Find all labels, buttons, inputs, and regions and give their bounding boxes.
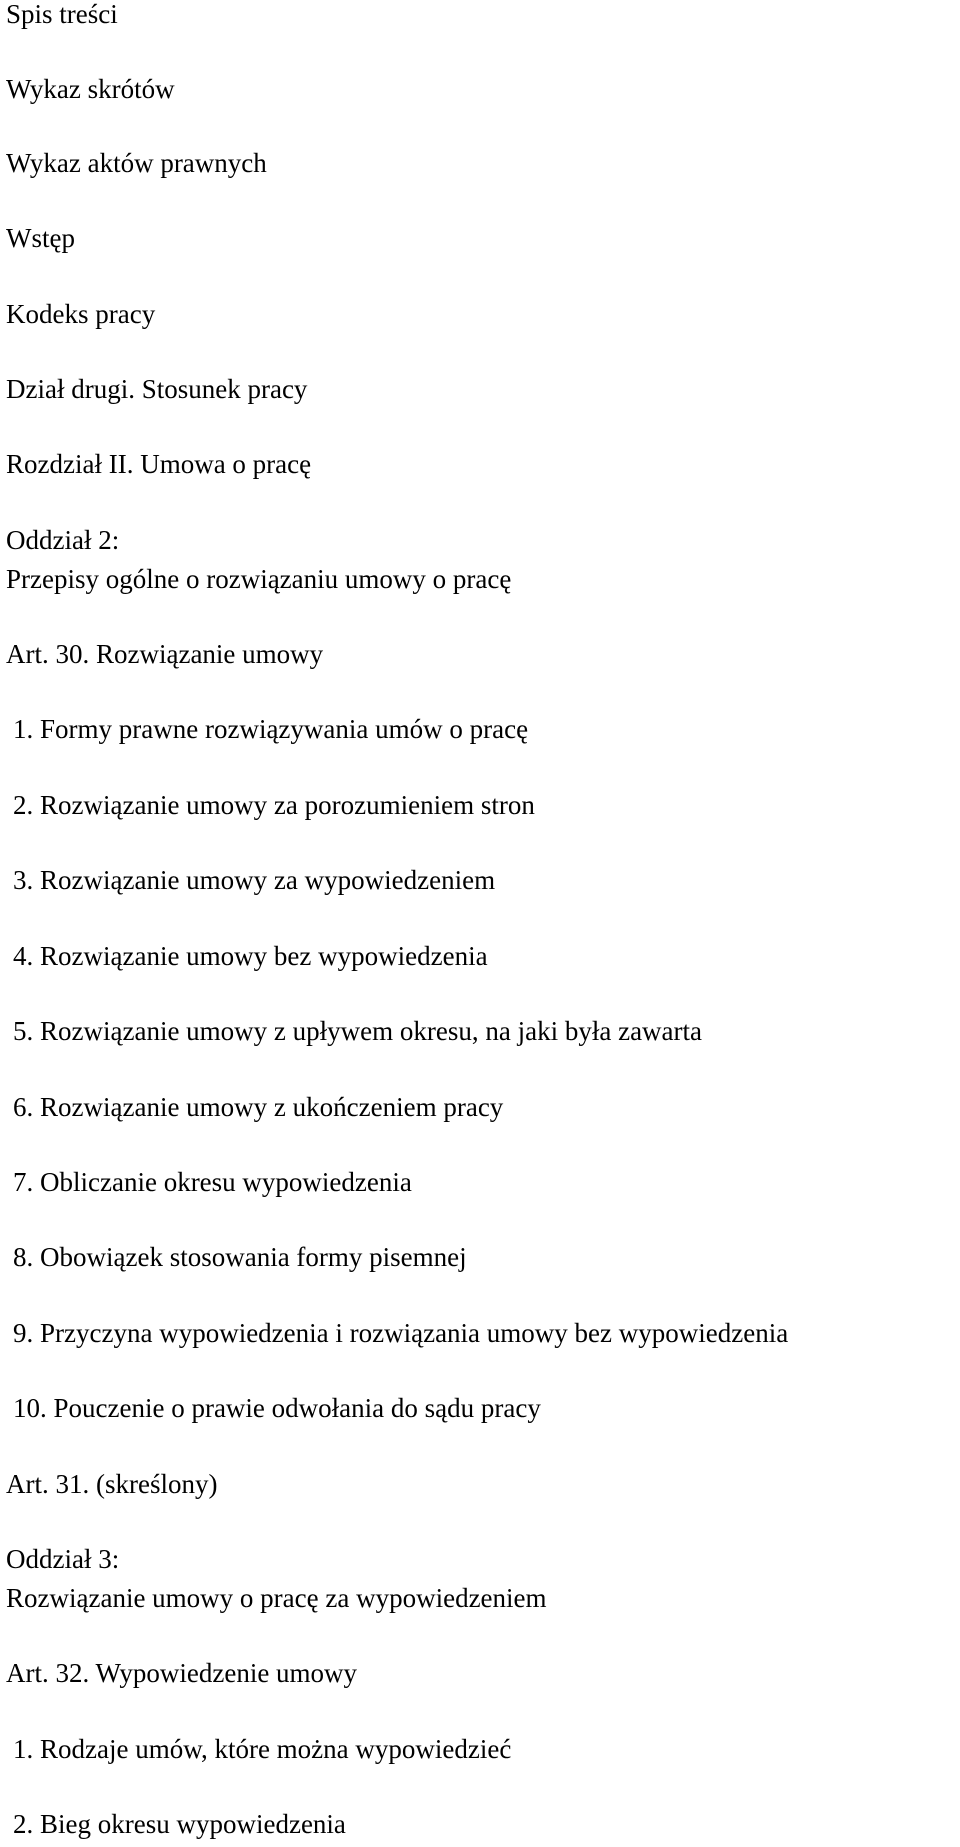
toc-item-division-2-title[interactable]: Przepisy ogólne o rozwiązaniu umowy o pracę <box>6 564 512 594</box>
toc-item-division-3-label[interactable]: Oddział 3: <box>6 1544 120 1574</box>
toc-subitem-art30-7[interactable]: 7. Obliczanie okresu wypowiedzenia <box>13 1167 412 1197</box>
toc-subitem-art30-10[interactable]: 10. Pouczenie o prawie odwołania do sądu pracy <box>13 1393 541 1423</box>
toc-item-chapter-two[interactable]: Rozdział II. Umowa o pracę <box>6 449 312 479</box>
toc-subitem-art30-8[interactable]: 8. Obowiązek stosowania formy pisemnej <box>13 1242 467 1272</box>
toc-item-division-2-label[interactable]: Oddział 2: <box>6 525 120 555</box>
toc-item-art-32[interactable]: Art. 32. Wypowiedzenie umowy <box>6 1658 358 1688</box>
toc-item-labour-code[interactable]: Kodeks pracy <box>6 299 156 329</box>
toc-subitem-art30-9[interactable]: 9. Przyczyna wypowiedzenia i rozwiązania umowy bez wypowiedzenia <box>13 1318 789 1348</box>
toc-title: Spis treści <box>6 0 118 29</box>
toc-item-introduction[interactable]: Wstęp <box>6 223 75 253</box>
toc-item-abbreviations[interactable]: Wykaz skrótów <box>6 74 175 104</box>
toc-subitem-art30-2[interactable]: 2. Rozwiązanie umowy za porozumieniem stron <box>13 790 535 820</box>
toc-subitem-art30-5[interactable]: 5. Rozwiązanie umowy z upływem okresu, na jaki była zawarta <box>13 1016 703 1046</box>
toc-item-division-3-title[interactable]: Rozwiązanie umowy o pracę za wypowiedzeniem <box>6 1583 547 1613</box>
toc-item-art-31[interactable]: Art. 31. (skreślony) <box>6 1469 218 1499</box>
toc-subitem-art32-2[interactable]: 2. Bieg okresu wypowiedzenia <box>13 1809 346 1839</box>
toc-subitem-art30-3[interactable]: 3. Rozwiązanie umowy za wypowiedzeniem <box>13 865 496 895</box>
toc-subitem-art30-6[interactable]: 6. Rozwiązanie umowy z ukończeniem pracy <box>13 1092 504 1122</box>
toc-item-legal-acts[interactable]: Wykaz aktów prawnych <box>6 148 267 178</box>
toc-subitem-art30-4[interactable]: 4. Rozwiązanie umowy bez wypowiedzenia <box>13 941 488 971</box>
toc-item-section-two[interactable]: Dział drugi. Stosunek pracy <box>6 374 308 404</box>
toc-subitem-art32-1[interactable]: 1. Rodzaje umów, które można wypowiedzieć <box>13 1734 512 1764</box>
toc-subitem-art30-1[interactable]: 1. Formy prawne rozwiązywania umów o pracę <box>13 714 529 744</box>
toc-item-art-30[interactable]: Art. 30. Rozwiązanie umowy <box>6 639 324 669</box>
